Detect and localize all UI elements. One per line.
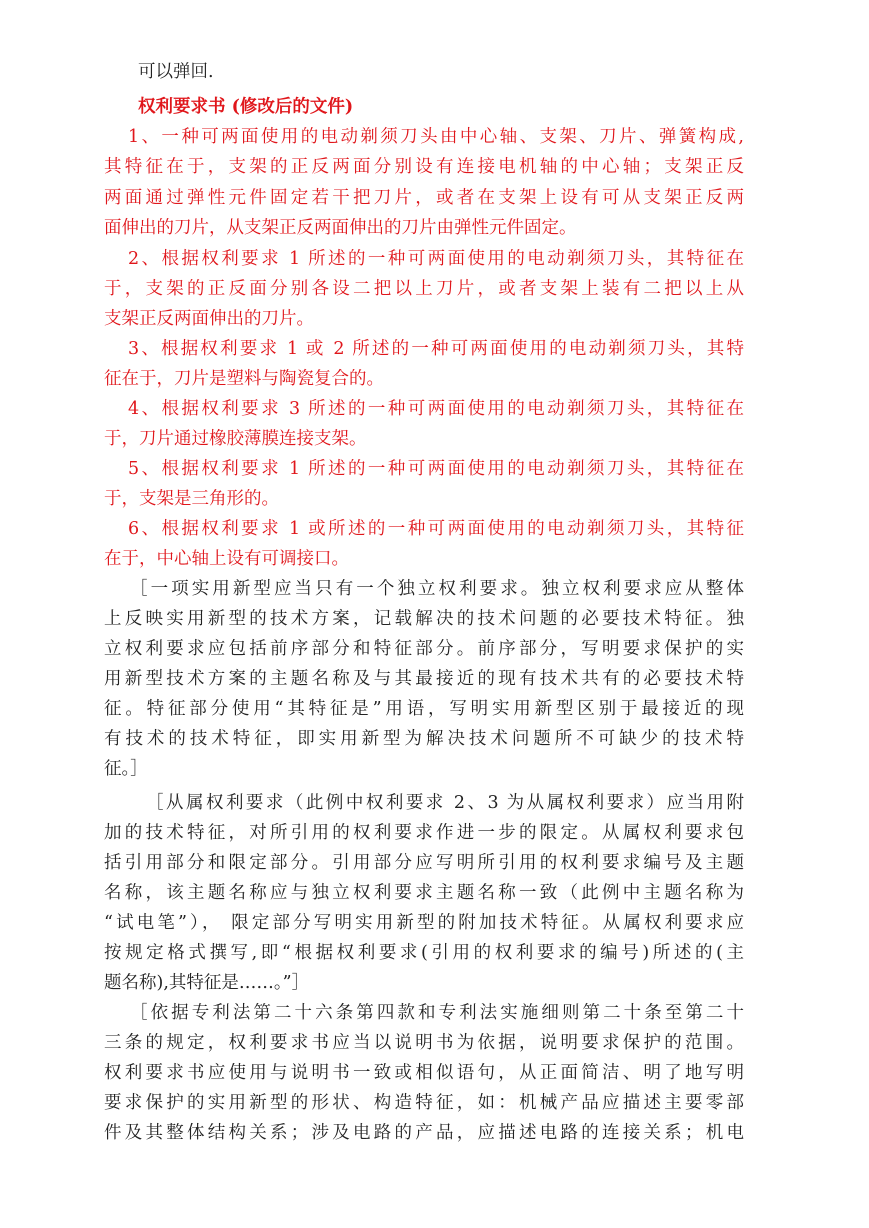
claim-3-line-1: 3、根据权利要求 1 或 2 所述的一种可两面使用的电动剃须刀头，其特 bbox=[128, 339, 744, 359]
claim-6-line-2: 在于，中心轴上设有可调接口。 bbox=[104, 549, 349, 569]
note-2-line-3: 括引用部分和限定部分。引用部分应写明所引用的权利要求编号及主题 bbox=[104, 853, 744, 873]
note-3-line-5: 件及其整体结构关系；涉及电路的产品，应描述电路的连接关系；机电 bbox=[104, 1123, 744, 1143]
claim-1-line-3: 两面通过弹性元件固定若干把刀片，或者在支架上设有可从支架正反两 bbox=[104, 188, 744, 208]
claim-1-line-1: 1、一种可两面使用的电动剃须刀头由中心轴、支架、刀片、弹簧构成, bbox=[128, 127, 744, 147]
note-3-line-4: 要求保护的实用新型的形状、构造特征，如：机械产品应描述主要零部 bbox=[104, 1093, 744, 1113]
note-1-line-2: 上反映实用新型的技术方案，记载解决的技术问题的必要技术特征。独 bbox=[104, 609, 744, 629]
claim-4-line-2: 于，刀片通过橡胶薄膜连接支架。 bbox=[104, 429, 367, 449]
note-2-line-6: 按规定格式撰写,即“根据权利要求(引用的权利要求的编号)所述的(主 bbox=[104, 943, 744, 963]
intro-line: 可以弹回. bbox=[138, 62, 214, 82]
note-2-line-4: 名称，该主题名称应与独立权利要求主题名称一致（此例中主题名称为 bbox=[104, 883, 744, 903]
claim-1-line-4: 面伸出的刀片，从支架正反两面伸出的刀片由弹性元件固定。 bbox=[104, 218, 577, 238]
note-1-line-7: 征。］ bbox=[104, 759, 148, 779]
note-2-line-1: ［从属权利要求（此例中权利要求 2、3 为从属权利要求）应当用附 bbox=[146, 793, 744, 813]
claim-2-line-1: 2、根据权利要求 1 所述的一种可两面使用的电动剃须刀头，其特征在 bbox=[128, 249, 744, 269]
note-1-line-5: 征。特征部分使用“其特征是”用语，写明实用新型区别于最接近的现 bbox=[104, 699, 744, 719]
note-2-line-5: “试电笔”）， 限定部分写明实用新型的附加技术特征。从属权利要求应 bbox=[104, 913, 744, 933]
claim-2-line-3: 支架正反两面伸出的刀片。 bbox=[104, 309, 314, 329]
claim-4-line-1: 4、根据权利要求 3 所述的一种可两面使用的电动剃须刀头，其特征在 bbox=[128, 399, 744, 419]
note-1-line-4: 用新型技术方案的主题名称及与其最接近的现有技术共有的必要技术特 bbox=[104, 669, 744, 689]
note-1-line-6: 有技术的技术特征，即实用新型为解决技术问题所不可缺少的技术特 bbox=[104, 729, 744, 749]
note-3-line-3: 权利要求书应使用与说明书一致或相似语句，从正面简洁、明了地写明 bbox=[104, 1063, 744, 1083]
note-1-line-1: ［一项实用新型应当只有一个独立权利要求。独立权利要求应从整体 bbox=[130, 579, 744, 599]
note-3-line-2: 三条的规定，权利要求书应当以说明书为依据，说明要求保护的范围。 bbox=[104, 1033, 744, 1053]
claim-5-line-2: 于，支架是三角形的。 bbox=[104, 489, 279, 509]
claim-1-line-2: 其特征在于，支架的正反两面分别设有连接电机轴的中心轴；支架正反 bbox=[104, 157, 744, 177]
note-3-line-1: ［依据专利法第二十六条第四款和专利法实施细则第二十条至第二十 bbox=[130, 1003, 744, 1023]
note-2-line-2: 加的技术特征，对所引用的权利要求作进一步的限定。从属权利要求包 bbox=[104, 823, 744, 843]
claim-6-line-1: 6、根据权利要求 1 或所述的一种可两面使用的电动剃须刀头，其特征 bbox=[128, 519, 744, 539]
claim-3-line-2: 征在于，刀片是塑料与陶瓷复合的。 bbox=[104, 369, 384, 389]
note-1-line-3: 立权利要求应包括前序部分和特征部分。前序部分，写明要求保护的实 bbox=[104, 639, 744, 659]
claim-5-line-1: 5、根据权利要求 1 所述的一种可两面使用的电动剃须刀头，其特征在 bbox=[128, 459, 744, 479]
claims-heading: 权利要求书 (修改后的文件) bbox=[138, 97, 354, 117]
note-2-line-7: 题名称),其特征是……。”］ bbox=[104, 973, 310, 993]
claim-2-line-2: 于，支架的正反面分别各设二把以上刀片，或者支架上装有二把以上从 bbox=[104, 279, 744, 299]
